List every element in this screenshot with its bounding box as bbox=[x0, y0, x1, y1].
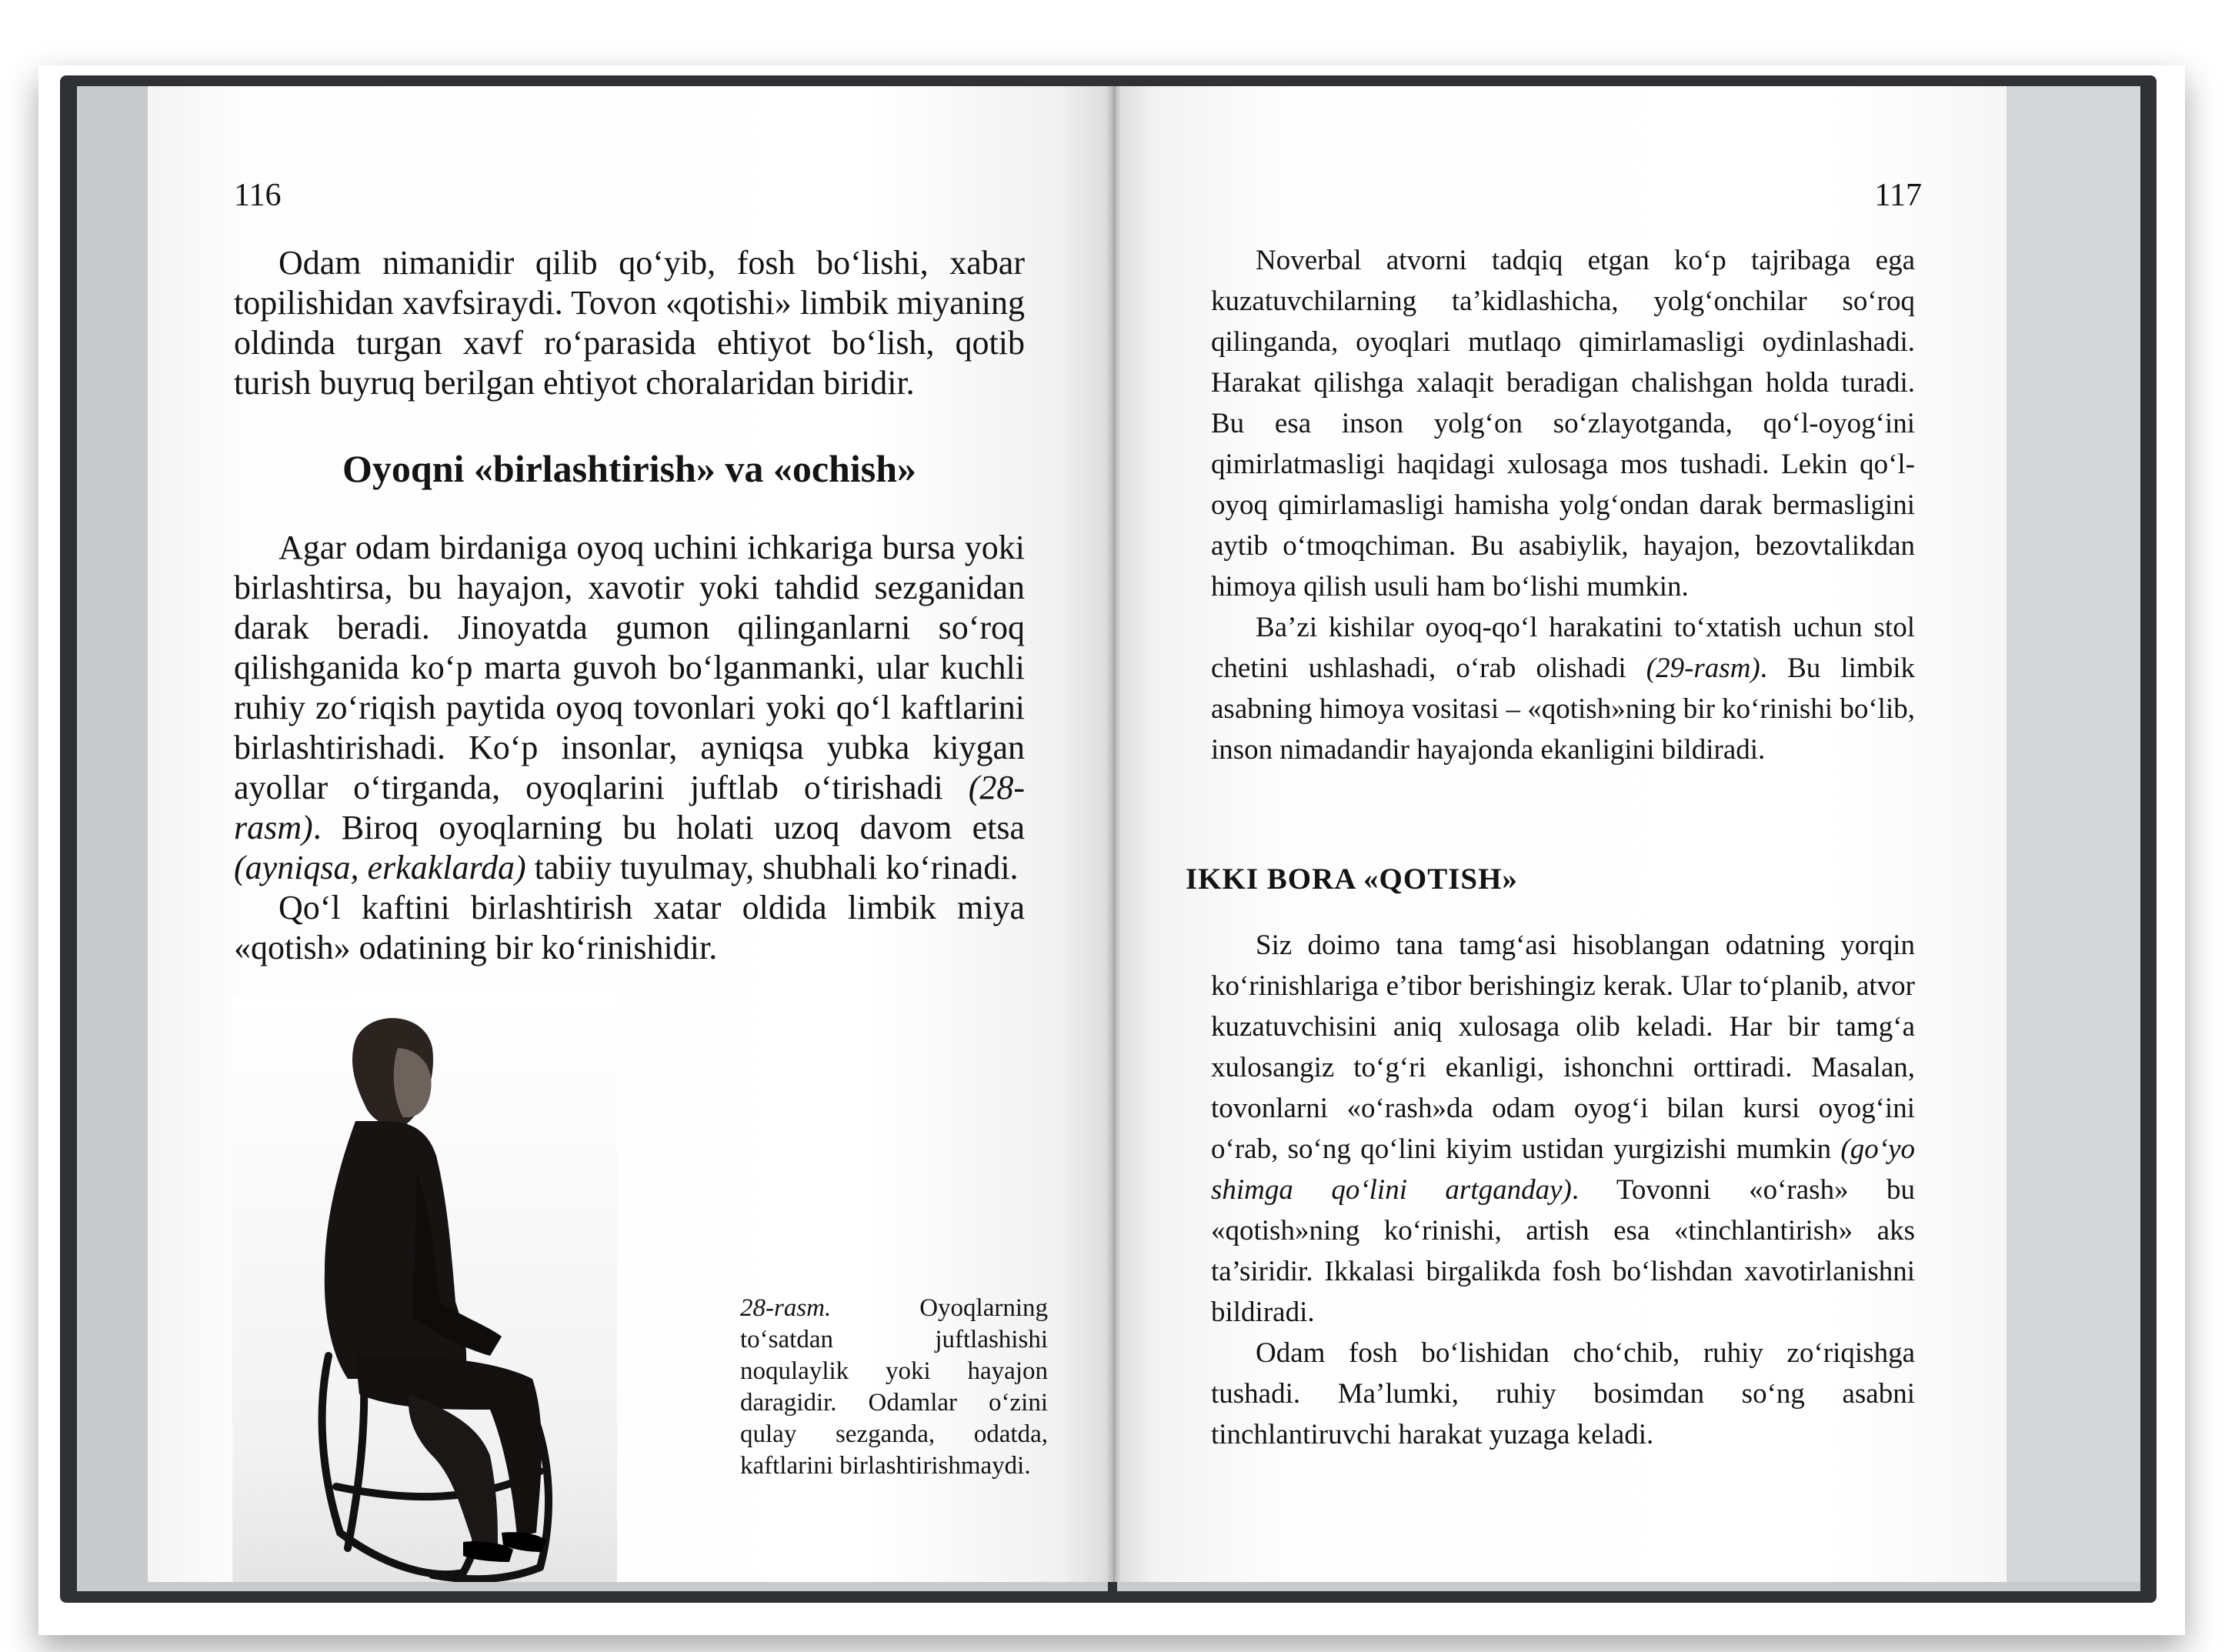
figure-28-label: 28-rasm. bbox=[740, 1294, 832, 1322]
page-number-right: 117 bbox=[1874, 178, 1922, 213]
left-paragraph-2-text-c: tabiiy tuyulmay, shubhali ko‘rinadi. bbox=[525, 849, 1019, 886]
right-paragraph-4: Odam fosh bo‘lishidan cho‘chib, ruhiy zo‘riqishga tushadi. Ma’lumki, ruhiy bosimdan so‘ng asabni tinchlantiruvchi harakat yuzaga keladi. bbox=[1211, 1337, 1915, 1450]
figure-28-caption-text: Oyoqlarning to‘satdan juftlashishi noqulaylik yoki hayajon daragidir. Odamlar o‘zini qulay sezganda, odatda, kaftlarini birlashtirishmaydi. bbox=[740, 1294, 1048, 1480]
left-paragraph-2 bbox=[234, 528, 1025, 888]
right-paragraph-3-italic: (go‘yo shimga qo‘lini artganday) bbox=[1211, 1133, 1915, 1206]
figure-reference-28: (28-rasm) bbox=[234, 769, 1026, 846]
left-paragraph-1: Odam nimanidir qilib qo‘yib, fosh bo‘lishi, xabar topilishidan xavfsiraydi. Tovon «qotishi» limbik miyaning oldinda turgan xavf ro‘parasida ehtiyot bo‘lish, qotib turish buyruq berilgan ehtiyot choralaridan biridir. bbox=[234, 244, 1025, 402]
page-number-left: 116 bbox=[234, 178, 282, 213]
right-paragraph-3-text-a: Siz doimo tana tamg‘asi hisoblangan odatning yorqin ko‘rinishlariga e’tibor berishingiz kerak. Ular to‘planib, atvor kuzatuvchisini aniq xulosaga olib keladi. Har bir tamg‘a xulosangiz to‘g‘ri ekanligi, ishonchni orttiradi. Masalan, tovonlarni «o‘rash»da odam oyog‘i bilan kursi oyog‘ini o‘rab, so‘ng qo‘lini kiyim ustidan yurgizishi mumkin bbox=[1211, 929, 1915, 1165]
figure-reference-29: (29-rasm) bbox=[1646, 652, 1760, 684]
right-paragraph-2 bbox=[1211, 607, 1915, 770]
right-paragraph-3 bbox=[1211, 925, 1915, 1333]
subheading: IKKI BORA «QOTISH» bbox=[1186, 863, 1518, 896]
left-paragraph-2-italic: (ayniqsa, erkaklarda) bbox=[234, 849, 526, 886]
left-paragraph-3: Qo‘l kaftini birlashtirish xatar oldida limbik miya «qotish» odatining bir ko‘rinishidir. bbox=[234, 889, 1025, 966]
right-paragraph-2-text-a: Ba’zi kishilar oyoq-qo‘l harakatini to‘xtatish uchun stol chetini ushlashadi, o‘rab olishadi bbox=[1211, 612, 1915, 684]
right-paragraph-2-text-b: . Bu limbik asabning himoya vositasi – «qotish»ning bir ko‘rinishi bo‘lib, inson nimadandir hayajonda ekanligini bildiradi. bbox=[1211, 652, 1915, 766]
section-heading: Oyoqni «birlashtirish» va «ochish» bbox=[342, 447, 916, 490]
right-paragraphs-block-2 bbox=[1211, 925, 1915, 1455]
figure-28-photo bbox=[232, 994, 617, 1582]
figure-28-caption bbox=[740, 1293, 1048, 1482]
left-paragraph-1-block bbox=[234, 243, 1025, 403]
right-page-edge bbox=[2007, 86, 2140, 1582]
left-page bbox=[148, 86, 1108, 1582]
left-paragraph-2-text-b: . Biroq oyoqlarning bu holati uzoq davom etsa bbox=[312, 809, 1025, 846]
right-paragraph-3-text-b: . Tovonni «o‘rash» bu «qotish»ning ko‘rinishi, artish esa «tinchlantirish» aks ta’siridir. Ikkalasi birgalikda fosh bo‘lishdan xavotirlanishni bildiradi. bbox=[1211, 1174, 1916, 1328]
right-paragraphs-block bbox=[1211, 240, 1915, 770]
right-paragraph-1: Noverbal atvorni tadqiq etgan ko‘p tajribaga ega kuzatuvchilarning ta’kidlashicha, yolg‘onchilar so‘roq qilinganda, oyoqlari mutlaqo qimirlamasligi oydinlashadi. Harakat qilishga xalaqit beradigan chalishgan holda turadi. Bu esa inson yolg‘on so‘zlayotganda, qo‘l-oyog‘ini qimirlatmasligi haqidagi xulosaga mos tushadi. Lekin qo‘l-oyoq qimirlamasligi hamisha yolg‘ondan darak bermasligini aytib o‘tmoqchiman. Bu asabiylik, hayajon, bezovtalikdan himoya qilish usuli ham bo‘lishi mumkin. bbox=[1211, 245, 1915, 602]
left-paragraph-2-text-a: Agar odam birdaniga oyoq uchini ichkariga bursa yoki birlashtirsa, bu hayajon, xavotir yoki tahdid sezganidan darak beradi. Jinoyatda gumon qilinganlarni so‘roq qilishganida ko‘p marta guvoh bo‘lganmanki, ular kuchli ruhiy zo‘riqish paytida oyoq tovonlari yoki qo‘l kaftlarini birlashtirishadi. Ko‘p insonlar, ayniqsa yubka kiygan ayollar o‘tirganda, oyoqlarini juftlab o‘tirishadi bbox=[234, 529, 1025, 806]
left-paragraphs-block bbox=[234, 528, 1025, 968]
right-page bbox=[1120, 86, 2007, 1582]
